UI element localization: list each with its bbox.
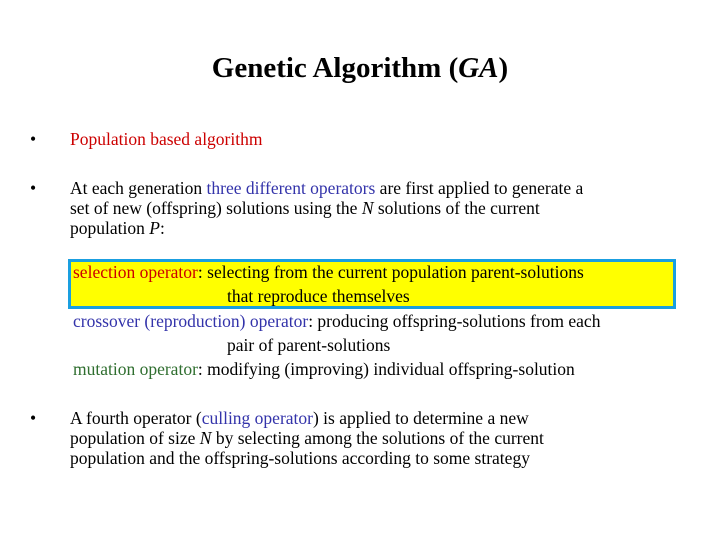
crossover-description-cont: pair of parent-solutions — [227, 335, 391, 355]
crossover-line1 — [73, 310, 600, 332]
crossover-line2 — [227, 334, 390, 356]
mutation-line — [73, 358, 575, 380]
culling-operator-text: culling operator — [201, 408, 313, 428]
bullet3-line3: population and the offspring-solutions according to some strategy — [70, 448, 530, 468]
bullet-text — [70, 178, 690, 238]
selection-operator-name: selection operator — [73, 262, 198, 282]
variable-n: N — [361, 198, 374, 218]
text-run: by selecting among the solutions of the current — [211, 428, 544, 448]
bullet-text — [70, 408, 690, 468]
bullet-dot: • — [30, 129, 37, 149]
title-text: Genetic Algorithm ( — [211, 52, 459, 84]
crossover-description: : producing offspring-solutions from each — [308, 311, 601, 331]
crossover-operator-name: crossover (reproduction) operator — [73, 311, 309, 331]
text-run: population of size — [70, 428, 200, 448]
variable-n: N — [199, 428, 212, 448]
text-run: : — [159, 218, 165, 238]
bullet3-line1 — [70, 408, 690, 428]
text-run: At each generation — [70, 178, 207, 198]
selection-line2 — [227, 285, 410, 307]
text-run: population — [70, 218, 150, 238]
three-operators-text: three different operators — [206, 178, 376, 198]
title-abbreviation: GA — [458, 52, 499, 84]
bullet2-line3 — [70, 218, 690, 238]
bullet-dot: • — [30, 178, 37, 198]
bullet-text — [70, 129, 690, 149]
text-run: set of new (offspring) solutions using the — [70, 198, 362, 218]
bullet2-line1 — [70, 178, 690, 198]
selection-description-cont: that reproduce themselves — [227, 286, 410, 306]
bullet1-text: Population based algorithm — [70, 129, 263, 149]
variable-p: P — [149, 218, 160, 238]
title-close: ) — [498, 52, 509, 84]
bullet2-line2 — [70, 198, 690, 218]
mutation-description: : modifying (improving) individual offspring-solution — [197, 359, 575, 379]
text-run: ) is applied to determine a new — [312, 408, 529, 428]
slide-title — [0, 50, 720, 86]
bullet-dot: • — [30, 408, 37, 428]
text-run: A fourth operator ( — [70, 408, 202, 428]
mutation-operator-name: mutation operator — [73, 359, 198, 379]
text-run: solutions of the current — [373, 198, 540, 218]
text-run: are first applied to generate a — [375, 178, 584, 198]
selection-line1 — [73, 261, 584, 283]
selection-description: : selecting from the current population parent-solutions — [197, 262, 584, 282]
bullet3-line2 — [70, 428, 690, 448]
